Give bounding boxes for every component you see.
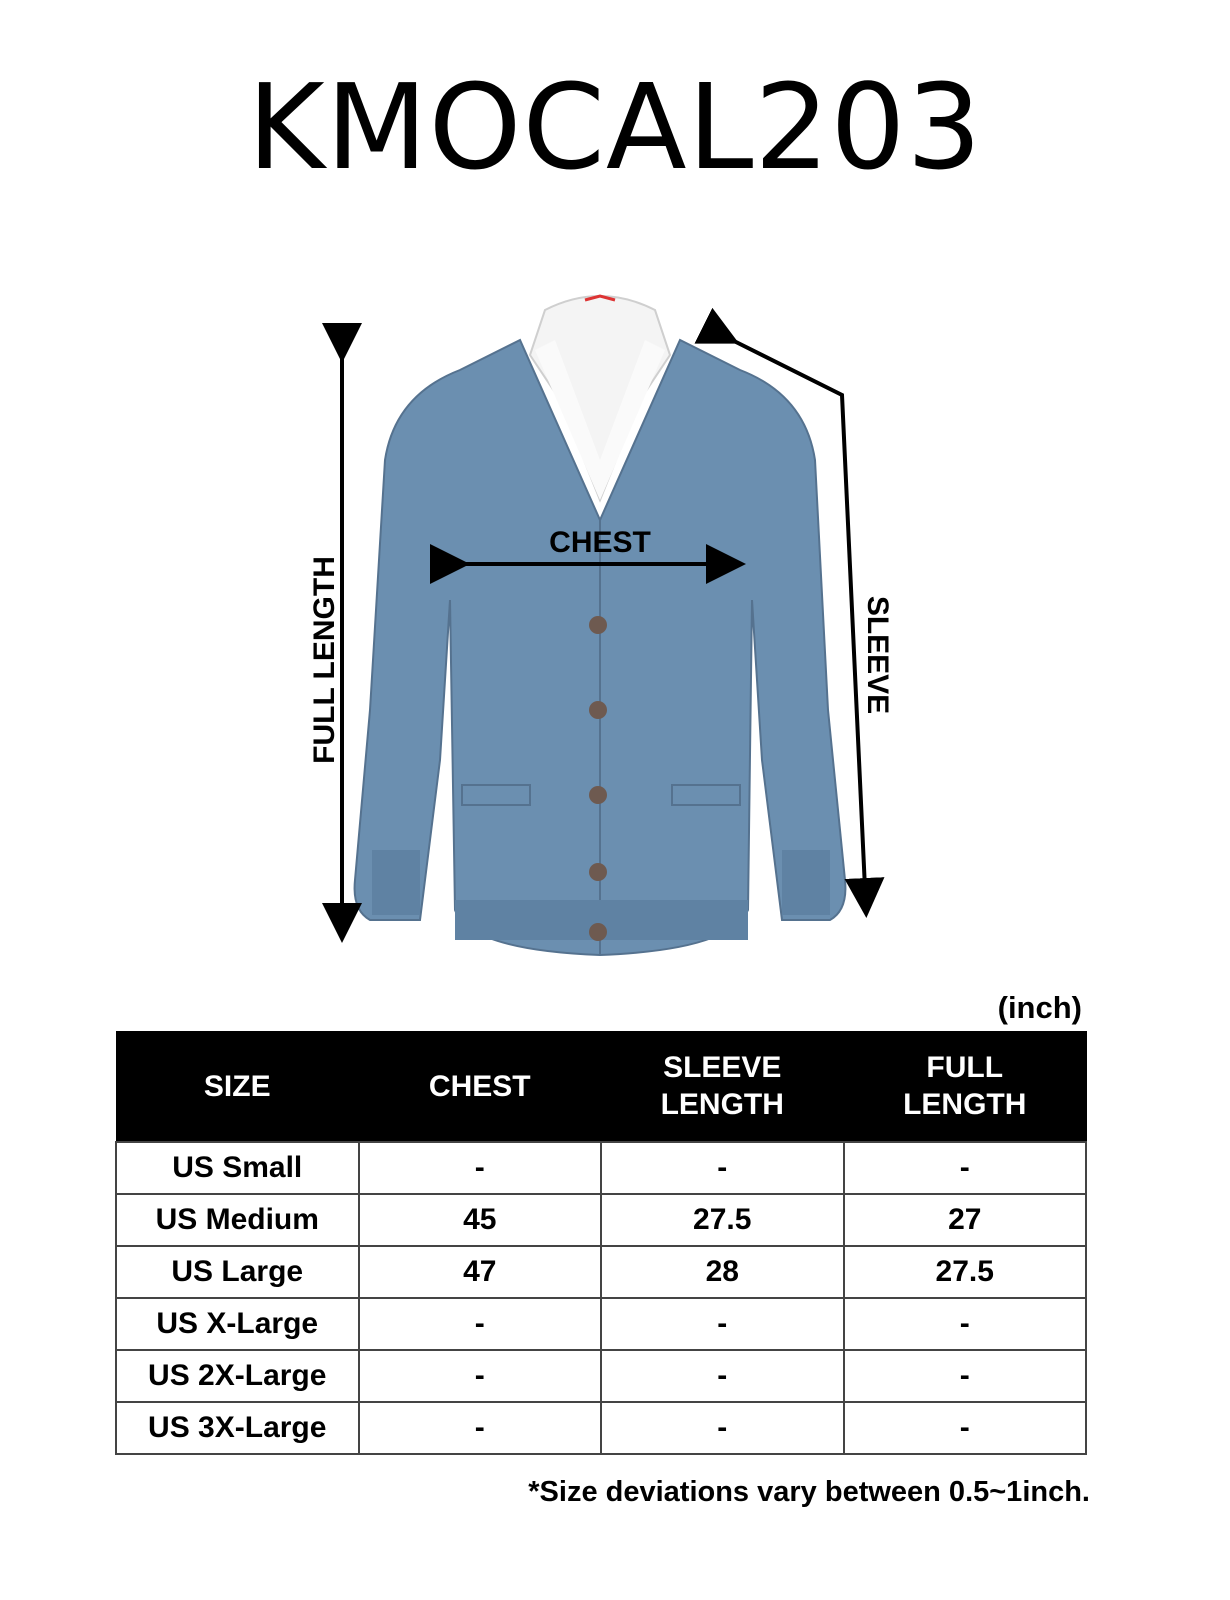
size-chart-table xyxy=(115,1031,1087,1455)
size-cell: US Medium xyxy=(116,1194,359,1246)
header-size: SIZE xyxy=(116,1031,359,1142)
button-5 xyxy=(589,923,607,941)
size-cell: US 3X-Large xyxy=(116,1402,359,1454)
sleeve-cell: - xyxy=(601,1402,844,1454)
sleeve-cell: 28 xyxy=(601,1246,844,1298)
sleeve-label: SLEEVE xyxy=(861,595,894,715)
button-2 xyxy=(589,701,607,719)
table-row xyxy=(116,1402,1086,1454)
header-chest: CHEST xyxy=(359,1031,602,1142)
size-cell: US X-Large xyxy=(116,1298,359,1350)
table-row xyxy=(116,1298,1086,1350)
table-row xyxy=(116,1350,1086,1402)
full-length-cell: - xyxy=(844,1402,1087,1454)
chest-cell: - xyxy=(359,1298,602,1350)
garment-diagram xyxy=(0,260,1230,980)
button-3 xyxy=(589,786,607,804)
button-1 xyxy=(589,616,607,634)
product-title: KMOCAL203 xyxy=(247,58,983,196)
sleeve-cell: - xyxy=(601,1298,844,1350)
sleeve-cell: - xyxy=(601,1350,844,1402)
header-full-length: FULL LENGTH xyxy=(844,1031,1087,1142)
cardigan-illustration xyxy=(0,260,1230,980)
full-length-cell: - xyxy=(844,1142,1087,1194)
unit-label: (inch) xyxy=(997,990,1082,1025)
chest-cell: - xyxy=(359,1142,602,1194)
full-length-cell: 27.5 xyxy=(844,1246,1087,1298)
size-cell: US Small xyxy=(116,1142,359,1194)
full-length-label: FULL LENGTH xyxy=(308,556,341,764)
size-cell: US 2X-Large xyxy=(116,1350,359,1402)
chest-cell: - xyxy=(359,1402,602,1454)
chest-cell: 47 xyxy=(359,1246,602,1298)
sleeve-cell: - xyxy=(601,1142,844,1194)
table-row xyxy=(116,1194,1086,1246)
chest-cell: - xyxy=(359,1350,602,1402)
size-cell: US Large xyxy=(116,1246,359,1298)
full-length-cell: - xyxy=(844,1350,1087,1402)
header-sleeve-length: SLEEVE LENGTH xyxy=(601,1031,844,1142)
table-row xyxy=(116,1246,1086,1298)
full-length-cell: - xyxy=(844,1298,1087,1350)
full-length-cell: 27 xyxy=(844,1194,1087,1246)
button-4 xyxy=(589,863,607,881)
size-deviation-note: *Size deviations vary between 0.5~1inch. xyxy=(528,1476,1090,1508)
table-row xyxy=(116,1142,1086,1194)
table-header-row xyxy=(116,1031,1086,1142)
chest-cell: 45 xyxy=(359,1194,602,1246)
sleeve-cell: 27.5 xyxy=(601,1194,844,1246)
chest-label: CHEST xyxy=(549,526,651,559)
